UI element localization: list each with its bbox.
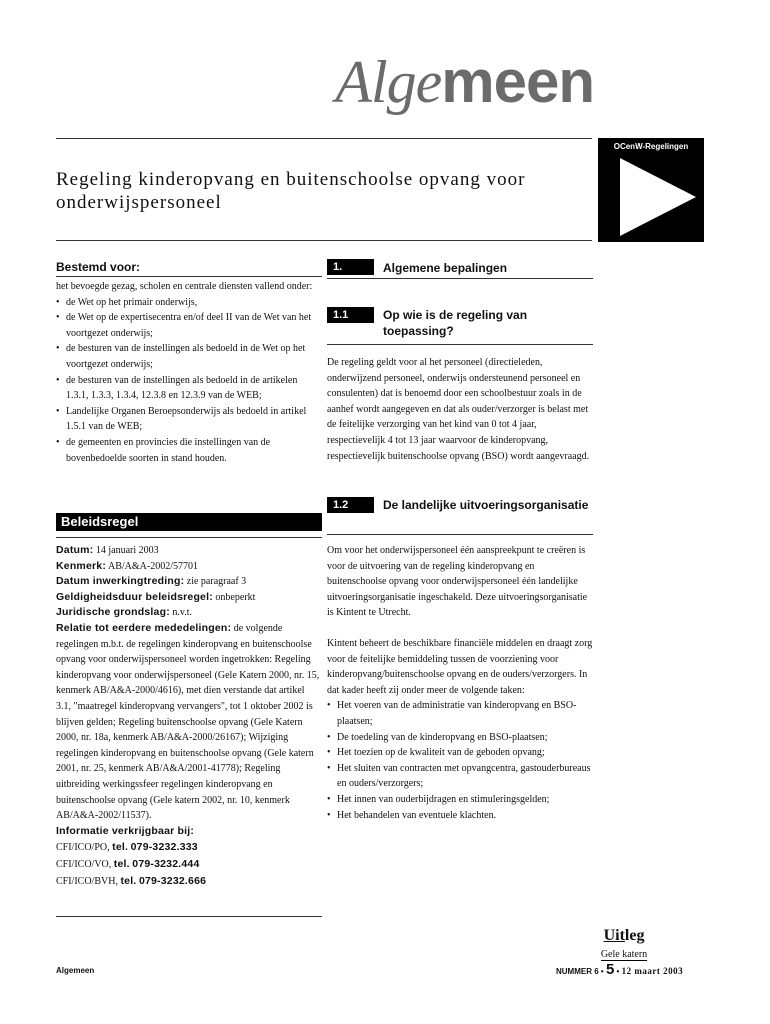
geldigheid-value: onbeperkt bbox=[215, 591, 256, 603]
grondslag-label: Juridische grondslag: bbox=[56, 606, 170, 619]
relatie-label: Relatie tot eerdere mededelingen: bbox=[56, 621, 232, 634]
footer-separator: • bbox=[600, 967, 604, 976]
list-item: • Landelijke Organen Beroepsonderwijs als bedoeld in artikel 1.5.1 van de WEB; bbox=[56, 404, 322, 435]
arrow-right-icon bbox=[598, 152, 704, 242]
geldigheid-label: Geldigheidsduur beleidsregel: bbox=[56, 590, 213, 603]
beleidsregel-bar: Beleidsregel bbox=[56, 513, 322, 531]
list-item: • Het innen van ouderbijdragen en stimuleringsgelden; bbox=[327, 792, 593, 808]
bestemd-voor-list bbox=[56, 295, 322, 467]
document-title: Regeling kinderopvang en buitenschoolse opvang voor onderwijspersoneel bbox=[56, 169, 526, 213]
list-item: • De toedeling van de kinderopvang en BSO-plaatsen; bbox=[327, 730, 593, 746]
list-item: • de gemeenten en provincies die instellingen van de bovenbedoelde soorten in stand houden. bbox=[56, 435, 322, 466]
section-1-rule bbox=[327, 278, 593, 279]
kenmerk-value: AB/A&A-2002/57701 bbox=[108, 560, 198, 572]
footer-section-name: Algemeen bbox=[56, 966, 95, 975]
bestemd-voor bbox=[56, 260, 322, 466]
datum-line bbox=[56, 543, 322, 559]
grondslag-value: n.v.t. bbox=[172, 607, 193, 619]
section-1-2-heading bbox=[327, 497, 593, 531]
footer-nummer-label: NUMMER 6 bbox=[556, 967, 599, 976]
datum-label: Datum: bbox=[56, 544, 94, 556]
section-1-2-rule bbox=[327, 534, 593, 535]
tel-label: tel. bbox=[112, 841, 129, 854]
list-item: • de besturen van de instellingen als bedoeld in de artikelen 1.3.1, 1.3.3, 1.3.4, 12.3.8 en 12.3.9 van de WEB; bbox=[56, 373, 322, 404]
beleidsregel-rule bbox=[56, 537, 322, 538]
tel-number: 079-3232.666 bbox=[138, 875, 207, 888]
section-1-number: 1. bbox=[327, 259, 374, 275]
list-item: • Het toezien op de kwaliteit van de geboden opvang; bbox=[327, 745, 593, 761]
geldigheid-line bbox=[56, 590, 322, 606]
relatie-value: de volgende regelingen m.b.t. de regelingen kinderopvang en buitenschoolse opvang voor onderwijspersoneel worden ingetrokken: Regeling kinderopvang voor onderwijspersoneel (Gele Katern 2000, nr. 15, kenmerk AB/A&A-2000/4616), met dien verstande dat artikel 3.1, "maatregel kinderopvang vervangers", tot 1 oktober 2002 is blijven gelden; Regeling buitenschoolse opvang (Gele Katern 2000, nr. 18a, kenmerk AB/A&A-2000/26167); Wijziging regelingen kinderopvang en buitenschoolse opvang (Gele katern 2001, nr. 25, kenmerk AB/A&A/2001-41778); Regeling uitbreiding werkingssfeer regelingen kinderopvang en buitenschoolse opvang (Gele katern 2002, nr. 10, kenmerk AB/A&A-2002/11537). bbox=[56, 622, 320, 822]
task-list bbox=[327, 698, 593, 823]
datum-value: 14 januari 2003 bbox=[95, 545, 159, 556]
section-1-2-paragraph: Om voor het onderwijspersoneel één aanspreekpunt te creëren is voor de uitvoering van de regeling kinderopvang en buitenschoolse opvang voor onderwijspersoneel één landelijke uitvoeringsorganisatie ingeschakeld. Deze uitvoeringsorganisatie is Kintent te Utrecht. bbox=[327, 545, 588, 619]
logo-subtitle: Gele katern bbox=[600, 949, 648, 960]
grondslag-line bbox=[56, 605, 322, 621]
top-rule bbox=[56, 138, 592, 139]
section-1-1-body: De regeling geldt voor al het personeel (directieleden, onderwijzend personeel, onderwijs ondersteunend personeel en consulenten) dat is benoemd door een schoolbestuur zoals in de aanhef wordt aangegeven en dat als ouder/verzorger is belast met de feitelijke verzorging van het kind van 0 tot 4 jaar, respectievelijk 4 tot 13 jaar waarvoor de kinderopvang, respectievelijk buitenschoolse opvang (BSO) wordt aangevraagd. bbox=[327, 357, 590, 462]
section-1-1-rule bbox=[327, 344, 593, 345]
list-item: • Het sluiten van contracten met opvangcentra, gastouderbureaus en ouders/verzorgers; bbox=[327, 761, 593, 792]
side-tab bbox=[598, 138, 704, 242]
section-1-title: Algemene bepalingen bbox=[383, 261, 508, 275]
section-1-1-number: 1.1 bbox=[327, 307, 374, 323]
section-1-2-paragraph: Kintent beheert de beschikbare financiële middelen en draagt zorg voor de feitelijke bemiddeling tussen de voorziening voor kinderopvang/buitenschoolse opvang en de ouders/verzorgers. In dat kader heeft zij onder meer de volgende taken: bbox=[327, 637, 593, 696]
section-1-1-heading bbox=[327, 307, 593, 341]
logo-title-underlined: Uit bbox=[603, 927, 625, 944]
info-line bbox=[56, 824, 322, 840]
logo-title bbox=[594, 928, 654, 944]
inwerking-value: zie paragraaf 3 bbox=[186, 576, 247, 588]
list-item: • de Wet op de expertisecentra en/of deel II van de Wet van het voortgezet onderwijs; bbox=[56, 310, 322, 341]
section-heading-bold: meen bbox=[441, 48, 594, 115]
footer-date: 12 maart 2003 bbox=[621, 966, 684, 976]
bestemd-voor-intro: het bevoegde gezag, scholen en centrale diensten vallend onder: bbox=[56, 281, 313, 292]
section-1-heading bbox=[327, 259, 593, 277]
section-1-2-number: 1.2 bbox=[327, 497, 374, 513]
list-item: • Het voeren van de administratie van kinderopvang en BSO-plaatsen; bbox=[327, 698, 593, 729]
left-bottom-rule bbox=[56, 916, 322, 917]
footer-separator: • bbox=[616, 967, 620, 976]
title-rule bbox=[56, 240, 592, 241]
info-label: Informatie verkrijgbaar bij: bbox=[56, 824, 195, 837]
list-item: • Het behandelen van eventuele klachten. bbox=[327, 808, 593, 824]
tel-label: tel. bbox=[113, 858, 130, 871]
contact-line bbox=[56, 856, 322, 873]
contact-line bbox=[56, 873, 322, 890]
contact-line bbox=[56, 839, 322, 856]
tel-number: 079-3232.444 bbox=[132, 858, 200, 871]
section-1-1-title: Op wie is de regeling van toepassing? bbox=[383, 308, 528, 338]
tel-label: tel. bbox=[120, 875, 137, 888]
contact-dept: CFI/ICO/VO, bbox=[56, 859, 112, 871]
inwerking-line bbox=[56, 574, 322, 590]
logo-title-rest: leg bbox=[624, 927, 645, 944]
footer-page-number: 5 bbox=[605, 961, 615, 978]
relatie-paragraph bbox=[56, 621, 322, 824]
kenmerk-label: Kenmerk: bbox=[56, 559, 107, 572]
list-item: • de besturen van de instellingen als bedoeld in de Wet op het voortgezet onderwijs; bbox=[56, 341, 322, 372]
section-1-2-body bbox=[327, 543, 593, 823]
bestemd-voor-rule bbox=[56, 276, 322, 277]
list-item: • de Wet op het primair onderwijs, bbox=[56, 295, 322, 311]
section-heading-italic: Alge bbox=[335, 49, 442, 115]
side-tab-label: OCenW-Regelingen bbox=[613, 142, 689, 151]
section-1-2-title: De landelijke uitvoeringsorganisatie bbox=[383, 498, 589, 512]
uitleg-logo bbox=[594, 928, 654, 962]
contact-dept: CFI/ICO/PO, bbox=[56, 842, 110, 854]
footer-issue bbox=[556, 961, 704, 978]
bestemd-voor-label: Bestemd voor: bbox=[56, 260, 141, 274]
tel-number: 079-3232.333 bbox=[130, 841, 198, 854]
beleidsregel-details bbox=[56, 543, 322, 890]
contact-dept: CFI/ICO/BVH, bbox=[56, 876, 118, 888]
section-heading bbox=[335, 48, 594, 115]
inwerking-label: Datum inwerkingtreding: bbox=[56, 575, 185, 588]
kenmerk-line bbox=[56, 559, 322, 575]
